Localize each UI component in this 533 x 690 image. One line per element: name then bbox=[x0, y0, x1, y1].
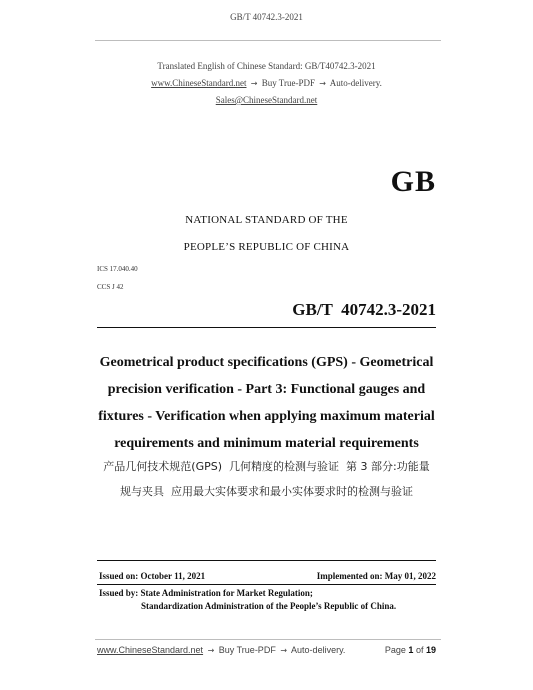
title-english bbox=[0, 349, 533, 457]
header-divider bbox=[95, 40, 441, 41]
right-arrow-icon: → bbox=[250, 79, 258, 88]
national-standard-line1: NATIONAL STANDARD OF THE bbox=[185, 214, 348, 226]
title-en-line: fixtures - Verification when applying maximum material bbox=[98, 409, 435, 424]
email-line bbox=[0, 95, 533, 105]
footer-site-link[interactable]: www.ChineseStandard.net bbox=[97, 645, 204, 655]
page-number bbox=[385, 645, 436, 655]
implemented-date: Implemented on: May 01, 2022 bbox=[316, 571, 436, 581]
ics-code: ICS 17.040.40 bbox=[97, 265, 138, 273]
standard-code: GB/T 40742.3-2021 bbox=[292, 300, 436, 319]
title-en-line: Geometrical product specifications (GPS) - Geometrical bbox=[99, 355, 434, 370]
email-link[interactable]: Sales@ChineseStandard.net bbox=[215, 95, 318, 105]
code-divider bbox=[97, 327, 436, 328]
issued-date: Issued on: October 11, 2021 bbox=[99, 571, 206, 581]
issued-by-line2: Standardization Administration of the People’s Republic of China. bbox=[141, 601, 397, 611]
delivery-text: Auto-delivery. bbox=[329, 78, 382, 88]
footer-links bbox=[97, 645, 345, 655]
national-standard-line2: PEOPLE’S REPUBLIC OF CHINA bbox=[183, 241, 350, 253]
translation-note: Translated English of Chinese Standard: GB/T40742.3-2021 bbox=[157, 61, 376, 71]
title-en-line: requirements and minimum material requirements bbox=[114, 436, 419, 451]
footer-divider bbox=[95, 639, 441, 640]
page-label: Page bbox=[384, 645, 406, 655]
page-total: 19 bbox=[425, 645, 436, 655]
title-en-line: precision verification - Part 3: Functional gauges and bbox=[107, 382, 426, 397]
ccs-code: CCS J 42 bbox=[97, 283, 124, 291]
title-zh-line: 规与夹具 应用最大实体要求和最小实体要求时的检测与验证 bbox=[120, 485, 413, 498]
right-arrow-icon: → bbox=[280, 646, 288, 655]
translation-links bbox=[0, 78, 533, 88]
footer-delivery-text: Auto-delivery. bbox=[291, 645, 346, 655]
page-of: of bbox=[415, 645, 424, 655]
issued-by-line1: Issued by: State Administration for Market Regulation; bbox=[99, 588, 313, 598]
page-current: 1 bbox=[408, 645, 414, 655]
right-arrow-icon: → bbox=[207, 646, 215, 655]
site-link[interactable]: www.ChineseStandard.net bbox=[151, 78, 247, 88]
buy-text: Buy True-PDF bbox=[261, 78, 315, 88]
issue-divider-mid bbox=[97, 584, 436, 585]
issue-divider-top bbox=[97, 560, 436, 561]
title-chinese bbox=[0, 454, 533, 504]
title-zh-line: 产品几何技术规范(GPS) 几何精度的检测与验证 第 3 部分:功能量 bbox=[103, 460, 430, 473]
gb-mark: GB bbox=[390, 165, 436, 198]
footer-buy-text: Buy True-PDF bbox=[218, 645, 276, 655]
right-arrow-icon: → bbox=[319, 79, 326, 88]
running-header: GB/T 40742.3-2021 bbox=[230, 12, 303, 22]
